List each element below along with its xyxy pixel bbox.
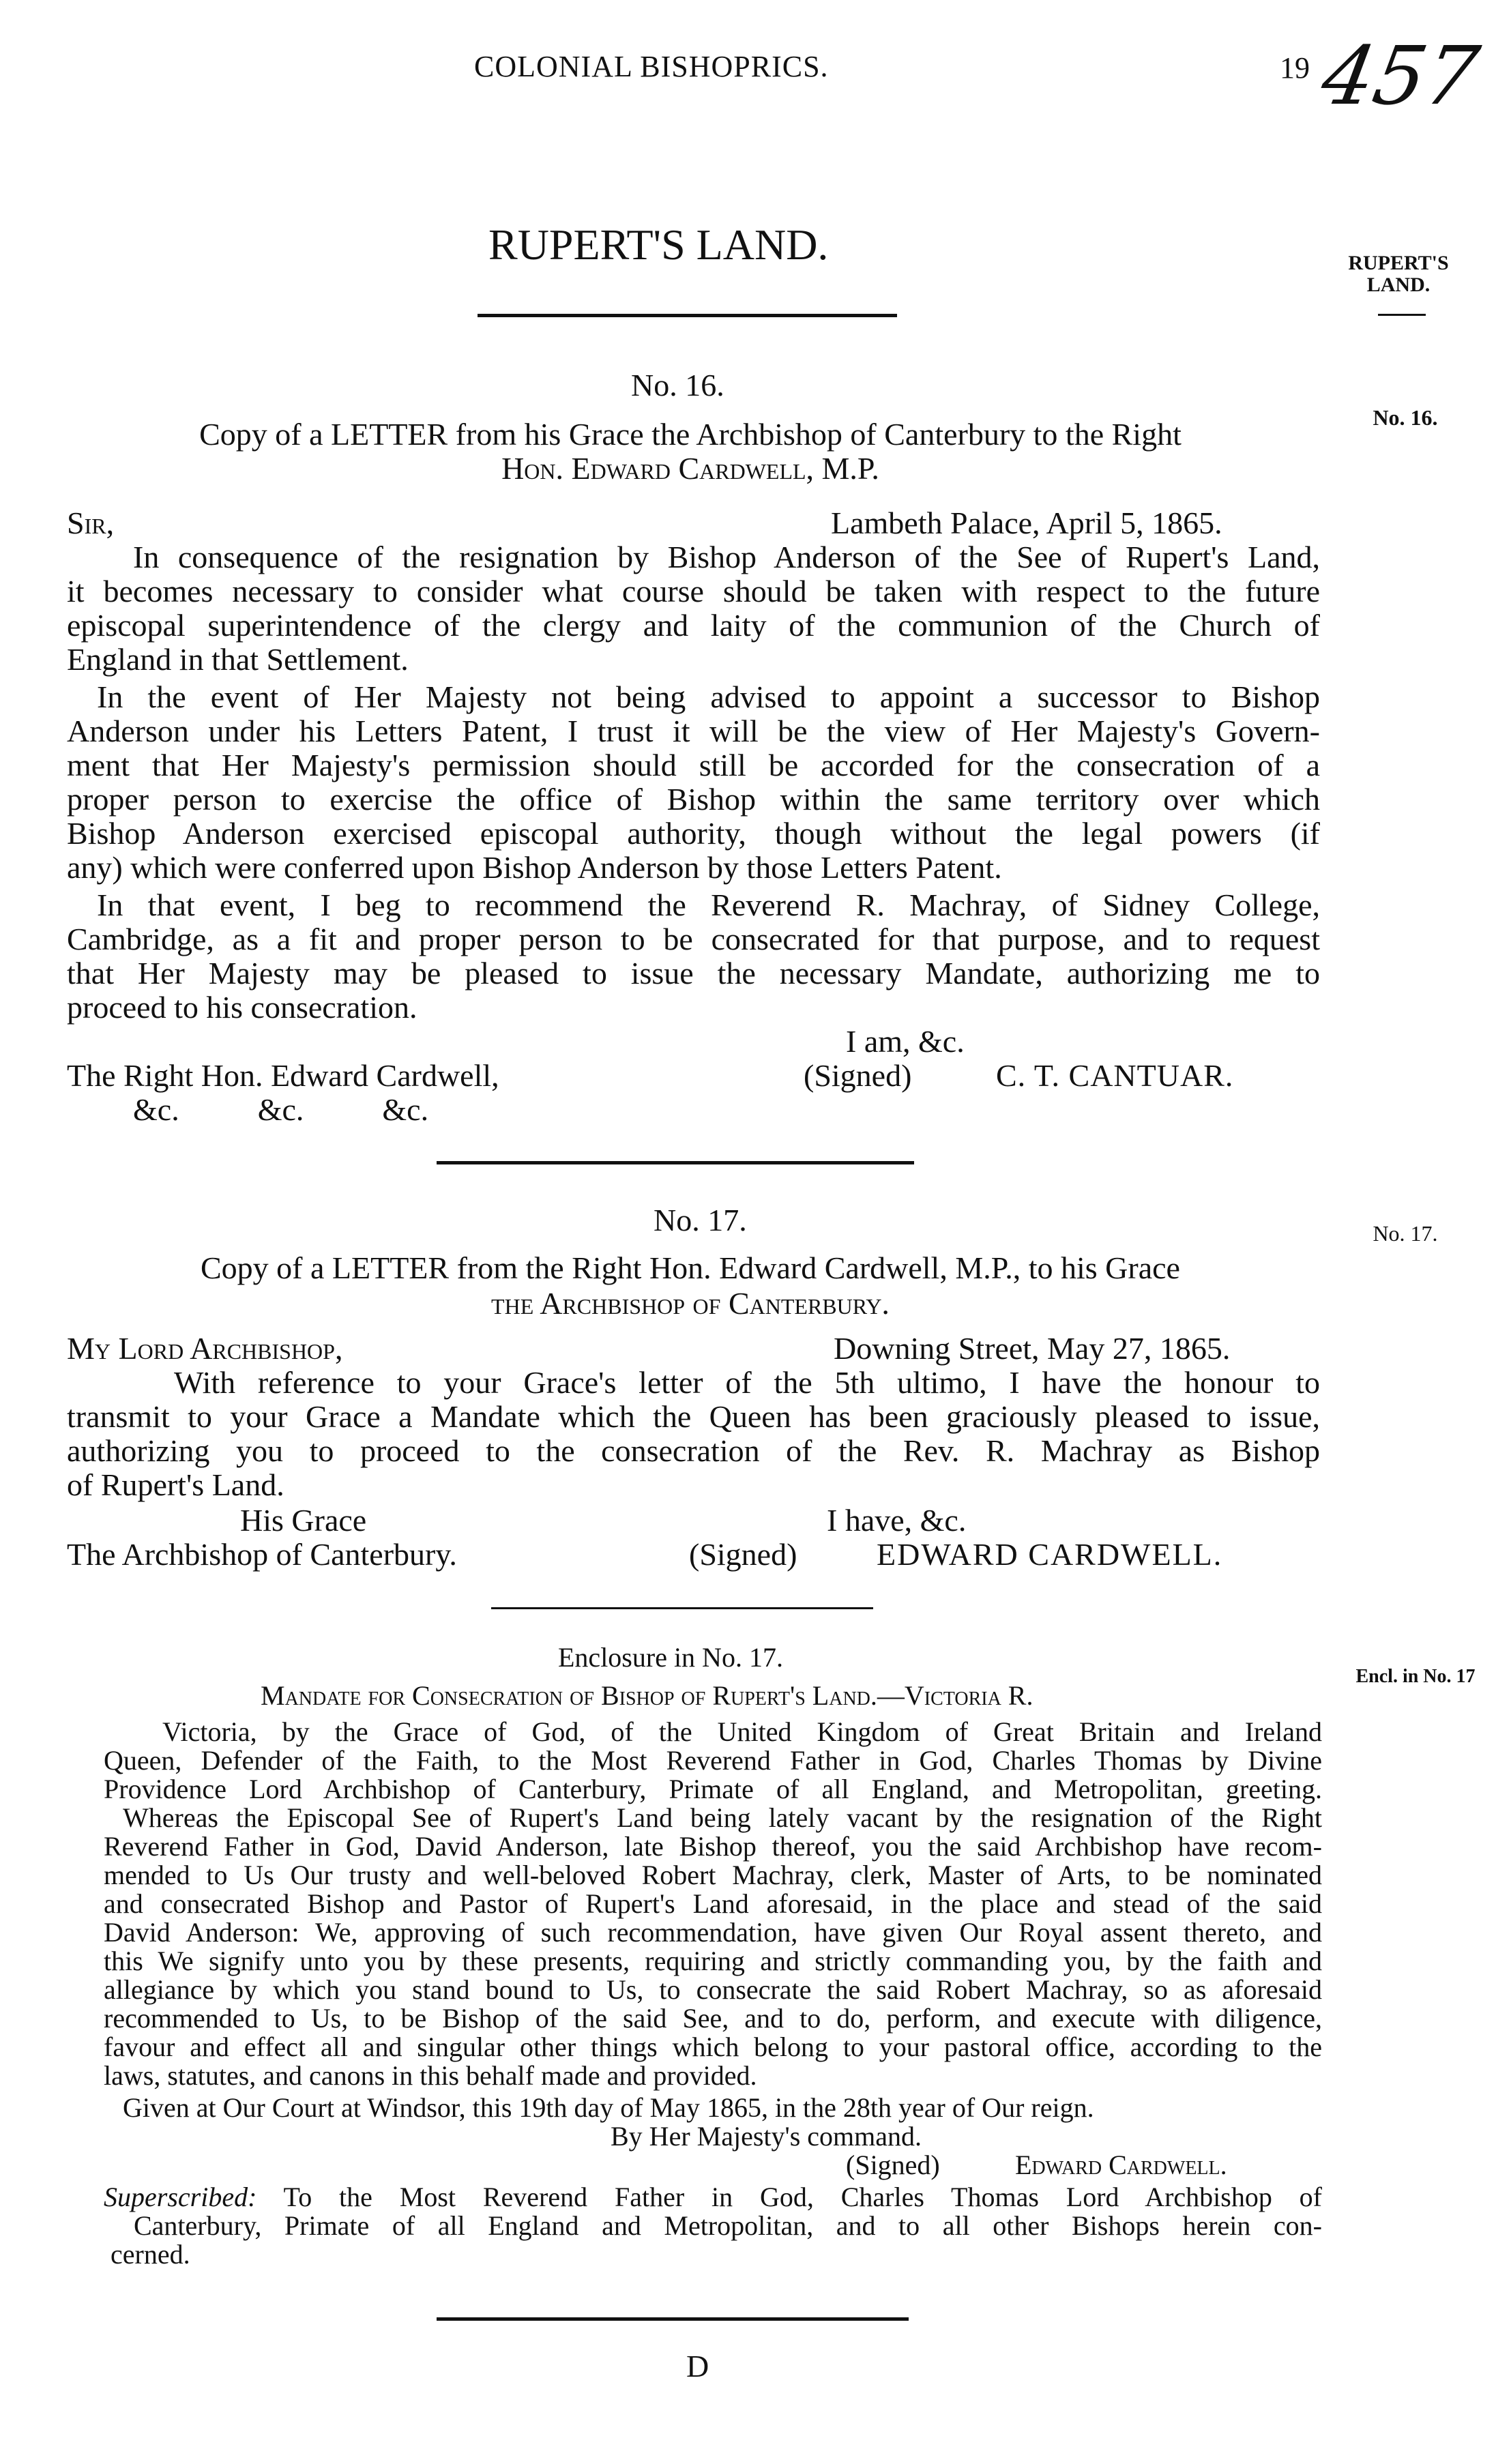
paragraph-line: Cambridge, as a fit and proper person to be consecrated for that purpose, and to request [67,922,1320,956]
paragraph-line: transmit to your Grace a Mandate which the Queen has been graciously pleased to issue, [67,1399,1320,1434]
letter17-heading: No. 17. [654,1203,747,1237]
paragraph-line: David Anderson: We, approving of such recommendation, have given Our Royal assent thereto, and [104,1917,1322,1948]
paragraph-line: any) which were conferred upon Bishop Anderson by those Letters Patent. [67,850,1002,885]
letter17-place-date: Downing Street, May 27, 1865. [834,1331,1231,1366]
paragraph-line: laws, statutes, and canons in this behalf made and provided. [104,2060,757,2091]
superscribed-line1 [104,2181,1322,2213]
page-number-prefix: 19 [1280,51,1310,85]
paragraph-line: that Her Majesty may be pleased to issue the necessary Mandate, authorizing me to [67,956,1320,991]
superscribed-label: Superscribed: [104,2182,257,2212]
paragraph-line: proceed to his consecration. [67,990,417,1025]
letter16-signed: (Signed) [804,1058,912,1093]
enclosure-caption: Mandate for Consecration of Bishop of Rupert's Land.—Victoria R. [261,1680,1033,1711]
enclosure-command: By Her Majesty's command. [611,2121,922,2152]
margin-note-no16: No. 16. [1373,405,1438,430]
paragraph-line: it becomes necessary to consider what course should be taken with respect to the future [67,574,1320,608]
enclosure-signature: Edward Cardwell. [1015,2150,1227,2180]
enclosure-given: Given at Our Court at Windsor, this 19th day of May 1865, in the 28th year of Our reign. [123,2092,1094,2123]
letter16-heading: No. 16. [631,368,724,402]
letter17-caption-line2: the Archbishop of Canterbury. [491,1286,890,1321]
paragraph-line: ment that Her Majesty's permission should still be accorded for the consecration of a [67,748,1320,782]
paragraph-line: Providence Lord Archbishop of Canterbury, Primate of all England, and Metropolitan, greeting. [104,1774,1322,1804]
letter16-salutation: Sir, [67,505,115,540]
letter17-signature: EDWARD CARDWELL. [877,1537,1223,1572]
enclosure-signed: (Signed) [846,2150,940,2180]
enclosure-heading: Enclosure in No. 17. [558,1642,783,1673]
paragraph-line: and consecrated Bishop and Pastor of Rupert's Land aforesaid, in the place and stead of the said [104,1888,1322,1919]
page-number-handwritten: 457 [1315,29,1486,123]
margin-note-enclosure: Encl. in No. 17 [1355,1666,1476,1687]
paragraph-line: mended to Us Our trusty and well-beloved Robert Machray, clerk, Master of Arts, to be nominated [104,1860,1322,1890]
letter16-caption-line2: Hon. Edward Cardwell, M.P. [501,451,879,486]
signature-mark: D [686,2349,709,2384]
paragraph-line: this We signify unto you by these presents, requiring and strictly commanding you, by the faith and [104,1946,1322,1976]
paragraph-line: Victoria, by the Grace of God, of the United Kingdom of Great Britain and Ireland [162,1716,1322,1747]
paragraph-line: Whereas the Episcopal See of Rupert's Land being lately vacant by the resignation of the Right [123,1802,1322,1833]
paragraph-line: Queen, Defender of the Faith, to the Most Reverend Father in God, Charles Thomas by Divine [104,1745,1322,1776]
superscribed-text: To the Most Reverend Father in God, Charles Thomas Lord Archbishop of [283,2182,1322,2212]
separator-rule [437,1161,914,1164]
letter16-signature: C. T. CANTUAR. [996,1058,1234,1093]
letter17-addressee-line2: The Archbishop of Canterbury. [67,1537,457,1572]
paragraph-line: England in that Settlement. [67,642,409,677]
letter17-closing: I have, &c. [827,1503,967,1538]
paragraph-line: With reference to your Grace's letter of the 5th ultimo, I have the honour to [174,1365,1320,1400]
letter17-salutation: My Lord Archbishop, [67,1331,343,1366]
page-title: RUPERT'S LAND. [488,220,829,269]
superscribed-line2: Canterbury, Primate of all England and Metropolitan, and to all other Bishops herein con- [134,2210,1322,2241]
letter17-signed: (Signed) [689,1537,797,1572]
letter16-caption-line1: Copy of a LETTER from his Grace the Archbishop of Canterbury to the Right [199,417,1182,452]
paragraph-line: favour and effect all and singular other things which belong to your pastoral office, according to the [104,2032,1322,2062]
paragraph-line: Anderson under his Letters Patent, I trust it will be the view of Her Majesty's Govern- [67,714,1320,748]
footer-rule [437,2317,909,2321]
paragraph-line: In consequence of the resignation by Bishop Anderson of the See of Rupert's Land, [133,540,1320,574]
paragraph-line: proper person to exercise the office of Bishop within the same territory over which [67,782,1320,817]
paragraph-line: authorizing you to proceed to the consecration of the Rev. R. Machray as Bishop [67,1433,1320,1468]
running-title: COLONIAL BISHOPRICS. [474,50,829,83]
paragraph-line: episcopal superintendence of the clergy and laity of the communion of the Church of [67,608,1320,643]
paragraph-line: Reverend Father in God, David Anderson, late Bishop thereof, you the said Archbishop have recom- [104,1831,1322,1862]
superscribed-line3: cerned. [111,2239,190,2270]
letter17-addressee-line1: His Grace [240,1503,367,1538]
paragraph-line: of Rupert's Land. [67,1467,284,1502]
title-rule [478,314,897,317]
paragraph-line: Bishop Anderson exercised episcopal authority, though without the legal powers (if [67,816,1320,851]
letter16-addressee: The Right Hon. Edward Cardwell, [67,1058,499,1093]
paragraph-line: recommended to Us, to be Bishop of the said See, and to do, perform, and execute with diligence, [104,2003,1322,2034]
letter16-place-date: Lambeth Palace, April 5, 1865. [831,505,1222,540]
separator-rule [491,1607,873,1609]
letter16-etc: &c. &c. &c. [133,1092,429,1127]
paragraph-line: In that event, I beg to recommend the Reverend R. Machray, of Sidney College, [97,888,1320,922]
letter16-closing: I am, &c. [846,1024,965,1059]
paragraph-line: In the event of Her Majesty not being advised to appoint a successor to Bishop [97,679,1320,714]
paragraph-line: allegiance by which you stand bound to Us, to consecrate the said Robert Machray, so as aforesaid [104,1974,1322,2005]
margin-title-rule [1378,314,1426,316]
letter17-caption-line1: Copy of a LETTER from the Right Hon. Edward Cardwell, M.P., to his Grace [201,1250,1180,1285]
margin-note-no17: No. 17. [1373,1221,1438,1246]
margin-note-title: RUPERT'S LAND. [1348,252,1449,296]
